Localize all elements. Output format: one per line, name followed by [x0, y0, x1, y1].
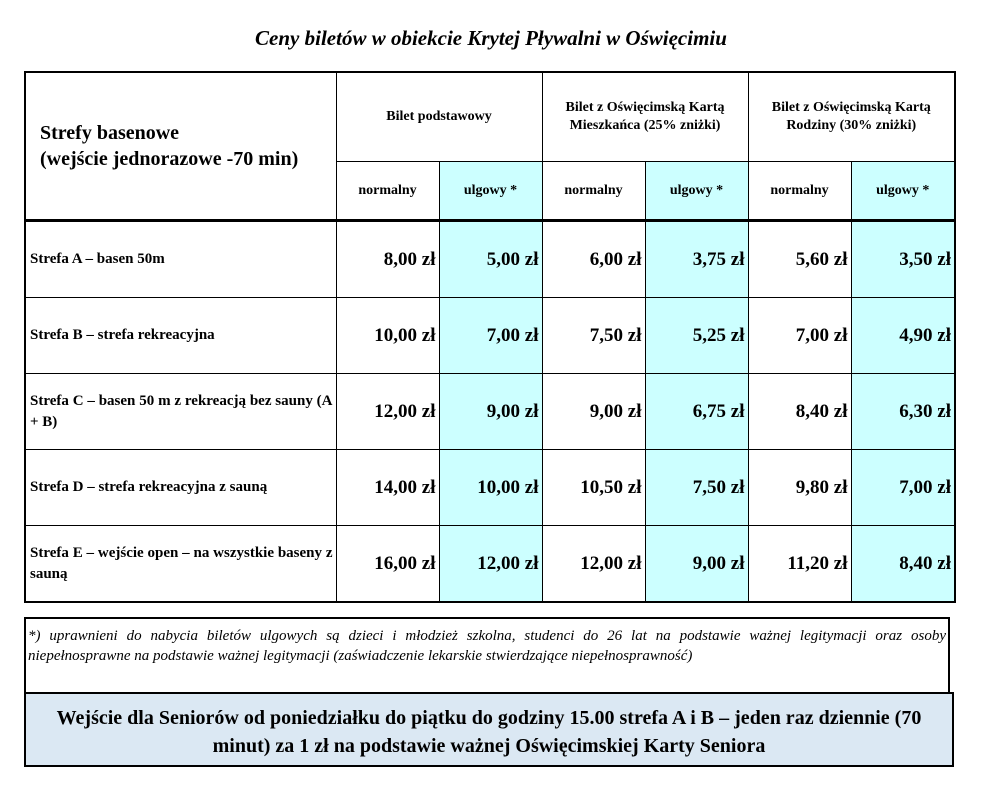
- subheader-normal: normalny: [748, 162, 851, 221]
- subheader-normal: normalny: [336, 162, 439, 221]
- price-cell: 6,30 zł: [851, 374, 955, 450]
- table-row: [25, 222, 955, 298]
- table-row: [25, 526, 955, 603]
- price-cell: 7,00 zł: [748, 298, 851, 374]
- price-cell: 5,25 zł: [645, 298, 748, 374]
- price-cell: 6,75 zł: [645, 374, 748, 450]
- price-cell: 8,40 zł: [748, 374, 851, 450]
- price-cell: 9,00 zł: [645, 526, 748, 603]
- senior-notice: Wejście dla Seniorów od poniedziałku do piątku do godziny 15.00 strefa A i B – jeden raz dziennie (70 minut) za 1 zł na podstawie ważnej Oświęcimskiej Karty Seniora: [24, 692, 954, 767]
- price-table: [24, 71, 956, 603]
- price-cell: 12,00 zł: [336, 374, 439, 450]
- price-cell: 10,00 zł: [336, 298, 439, 374]
- zone-label: Strefa E – wejście open – na wszystkie baseny z sauną: [25, 526, 336, 603]
- group-header-family-card: Bilet z Oświęcimską Kartą Rodziny (30% zniżki): [748, 72, 955, 162]
- footnote: *) uprawnieni do nabycia biletów ulgowych są dzieci i młodzież szkolna, studenci do 26 lat na podstawie ważnej legitymacji oraz osoby niepełnosprawne na podstawie ważnej legitymacji (zaświadczenie lekarskie stwierdzające niepełnosprawność): [24, 617, 950, 692]
- price-cell: 12,00 zł: [542, 526, 645, 603]
- zone-label: Strefa C – basen 50 m z rekreacją bez sauny (A + B): [25, 374, 336, 450]
- price-cell: 10,50 zł: [542, 450, 645, 526]
- price-cell: 7,00 zł: [851, 450, 955, 526]
- price-cell: 14,00 zł: [336, 450, 439, 526]
- price-cell: 10,00 zł: [439, 450, 542, 526]
- price-cell: 5,60 zł: [748, 222, 851, 298]
- price-cell: 16,00 zł: [336, 526, 439, 603]
- price-cell: 9,00 zł: [439, 374, 542, 450]
- price-cell: 4,90 zł: [851, 298, 955, 374]
- price-cell: 12,00 zł: [439, 526, 542, 603]
- zone-label: Strefa A – basen 50m: [25, 222, 336, 298]
- subheader-reduced: ulgowy *: [439, 162, 542, 221]
- price-cell: 5,00 zł: [439, 222, 542, 298]
- price-cell: 11,20 zł: [748, 526, 851, 603]
- price-cell: 7,50 zł: [645, 450, 748, 526]
- table-row: [25, 450, 955, 526]
- price-cell: 3,75 zł: [645, 222, 748, 298]
- price-cell: 7,50 zł: [542, 298, 645, 374]
- price-cell: 7,00 zł: [439, 298, 542, 374]
- price-cell: 9,80 zł: [748, 450, 851, 526]
- price-cell: 8,40 zł: [851, 526, 955, 603]
- group-header-basic: Bilet podstawowy: [336, 72, 542, 162]
- price-cell: 9,00 zł: [542, 374, 645, 450]
- subheader-reduced: ulgowy *: [645, 162, 748, 221]
- zones-header: Strefy basenowe (wejście jednorazowe -70 min): [25, 72, 336, 220]
- price-cell: 6,00 zł: [542, 222, 645, 298]
- table-row: [25, 374, 955, 450]
- subheader-reduced: ulgowy *: [851, 162, 955, 221]
- subheader-normal: normalny: [542, 162, 645, 221]
- table-row: [25, 298, 955, 374]
- page-title: Ceny biletów w obiekcie Krytej Pływalni w Oświęcimiu: [255, 26, 727, 50]
- price-cell: 3,50 zł: [851, 222, 955, 298]
- zone-label: Strefa D – strefa rekreacyjna z sauną: [25, 450, 336, 526]
- zone-label: Strefa B – strefa rekreacyjna: [25, 298, 336, 374]
- price-cell: 8,00 zł: [336, 222, 439, 298]
- group-header-resident-card: Bilet z Oświęcimską Kartą Mieszkańca (25% zniżki): [542, 72, 748, 162]
